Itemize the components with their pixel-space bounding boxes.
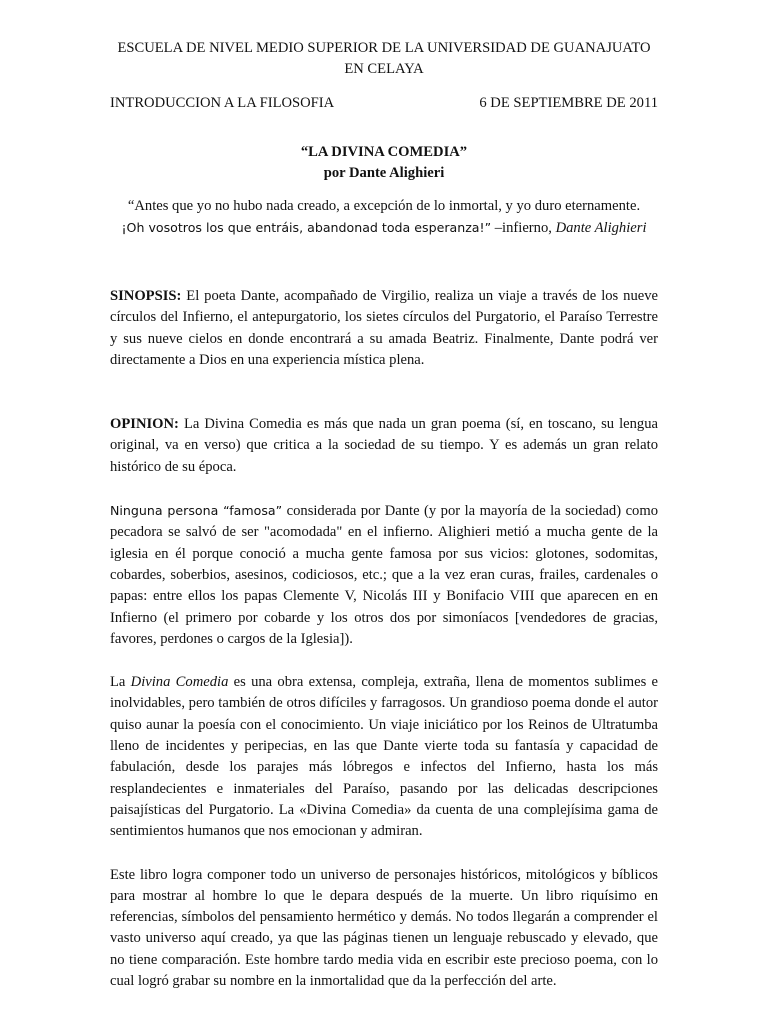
divina-italic-title: Divina Comedia [130, 674, 229, 691]
divina-paragraph [110, 672, 658, 842]
epigraph-author: Dante Alighieri [555, 220, 647, 236]
ninguna-lead: Ninguna persona “famosa” [110, 503, 283, 519]
epigraph-source: –infierno, [491, 220, 556, 236]
epigraph-text: ¡Oh vosotros los que entráis, abandonad toda esperanza!” [121, 220, 492, 235]
opinion-paragraph [110, 414, 658, 478]
opinion-text: La Divina Comedia es más que nada un gran poema (sí, en toscano, su lengua original, va en verso) que critica a la sociedad de su tiempo. Y es además un gran relato histórico de su época. [110, 416, 658, 475]
epigraph-line-1: “Antes que yo no hubo nada creado, a excepción de lo inmortal, y yo duro eternamente. [127, 198, 641, 214]
libro-paragraph: Este libro logra componer todo un universo de personajes históricos, mitológicos y bíblicos para mostrar al hombre lo que le depara después de la muerte. Un libro riquísimo en referencias, símbolos del pensamiento hermético y demás. No todos llegarán a comprender el vasto universo aquí creado, ya que las páginas tienen un lenguaje rebuscado y elevado, que no tiene comparación. Este hombre tardo media vida en escribir este precioso poema, con lo cual logró grabar su nombre en la inmortalidad que da la perfección del arte. [110, 866, 658, 990]
divina-lead: La [110, 674, 131, 691]
epigraph-line-2 [110, 217, 658, 239]
synopsis-label: SINOPSIS: [110, 288, 182, 304]
school-heading: ESCUELA DE NIVEL MEDIO SUPERIOR DE LA UNIVERSIDAD DE GUANAJUATO EN CELAYA [117, 40, 651, 77]
divina-text: es una obra extensa, compleja, extraña, llena de momentos sublimes e inolvidables, pero también de otros difíciles y farragosos. Un grandioso poema donde el autor quiso aunar la poesía con el conocimiento. Un viaje iniciático por los Reinos de Ultratumba lleno de incidentes y peripecias, en las que Dante vierte toda su fantasía y capacidad de fabulación, desde los parajes más lóbregos e infectos del Infierno, hasta los más resplandecientes e inmateriales del Paraíso, pasando por las delicadas descripciones paisajísticas del Purgatorio. La «Divina Comedia» da cuenta de una complejísima gama de sentimientos humanos que nos emocionan y admiran. [110, 674, 658, 840]
course-date-row [110, 93, 658, 114]
ninguna-paragraph [110, 500, 658, 650]
document-author: por Dante Alighieri [323, 165, 445, 181]
document-title: “LA DIVINA COMEDIA” [300, 144, 468, 160]
synopsis-paragraph [110, 286, 658, 371]
ninguna-text: considerada por Dante (y por la mayoría de la sociedad) como pecadora se salvó de ser "acomodada" en el infierno. Alighieri metió a mucha gente de la iglesia en él porque conoció a mucha gente famosa por sus vicios: glotones, sodomitas, cobardes, soberbios, asesinos, codiciosos, etc.; que a la vez eran curas, frailes, cardenales o papas: entre ellos los papas Clemente V, Nicolás III y Bonifacio VIII que aparecen en en Infierno (el primero por cobarde y los otros dos por simoníacos [vendedores de gracias, favores, perdones o cargos de la Iglesia]). [110, 503, 658, 647]
opinion-label: OPINION: [110, 416, 179, 433]
course-name: INTRODUCCION A LA FILOSOFIA [110, 95, 335, 111]
document-date: 6 DE SEPTIEMBRE DE 2011 [479, 95, 658, 111]
synopsis-text: El poeta Dante, acompañado de Virgilio, realiza un viaje a través de los nueve círculos del Infierno, el antepurgatorio, los sietes círculos del Purgatorio, el Paraíso Terrestre y sus nueve cielos en donde encontrará a su amada Beatriz. Finalmente, Dante podrá ver directamente a Dios en una experiencia mística plena. [110, 288, 658, 368]
